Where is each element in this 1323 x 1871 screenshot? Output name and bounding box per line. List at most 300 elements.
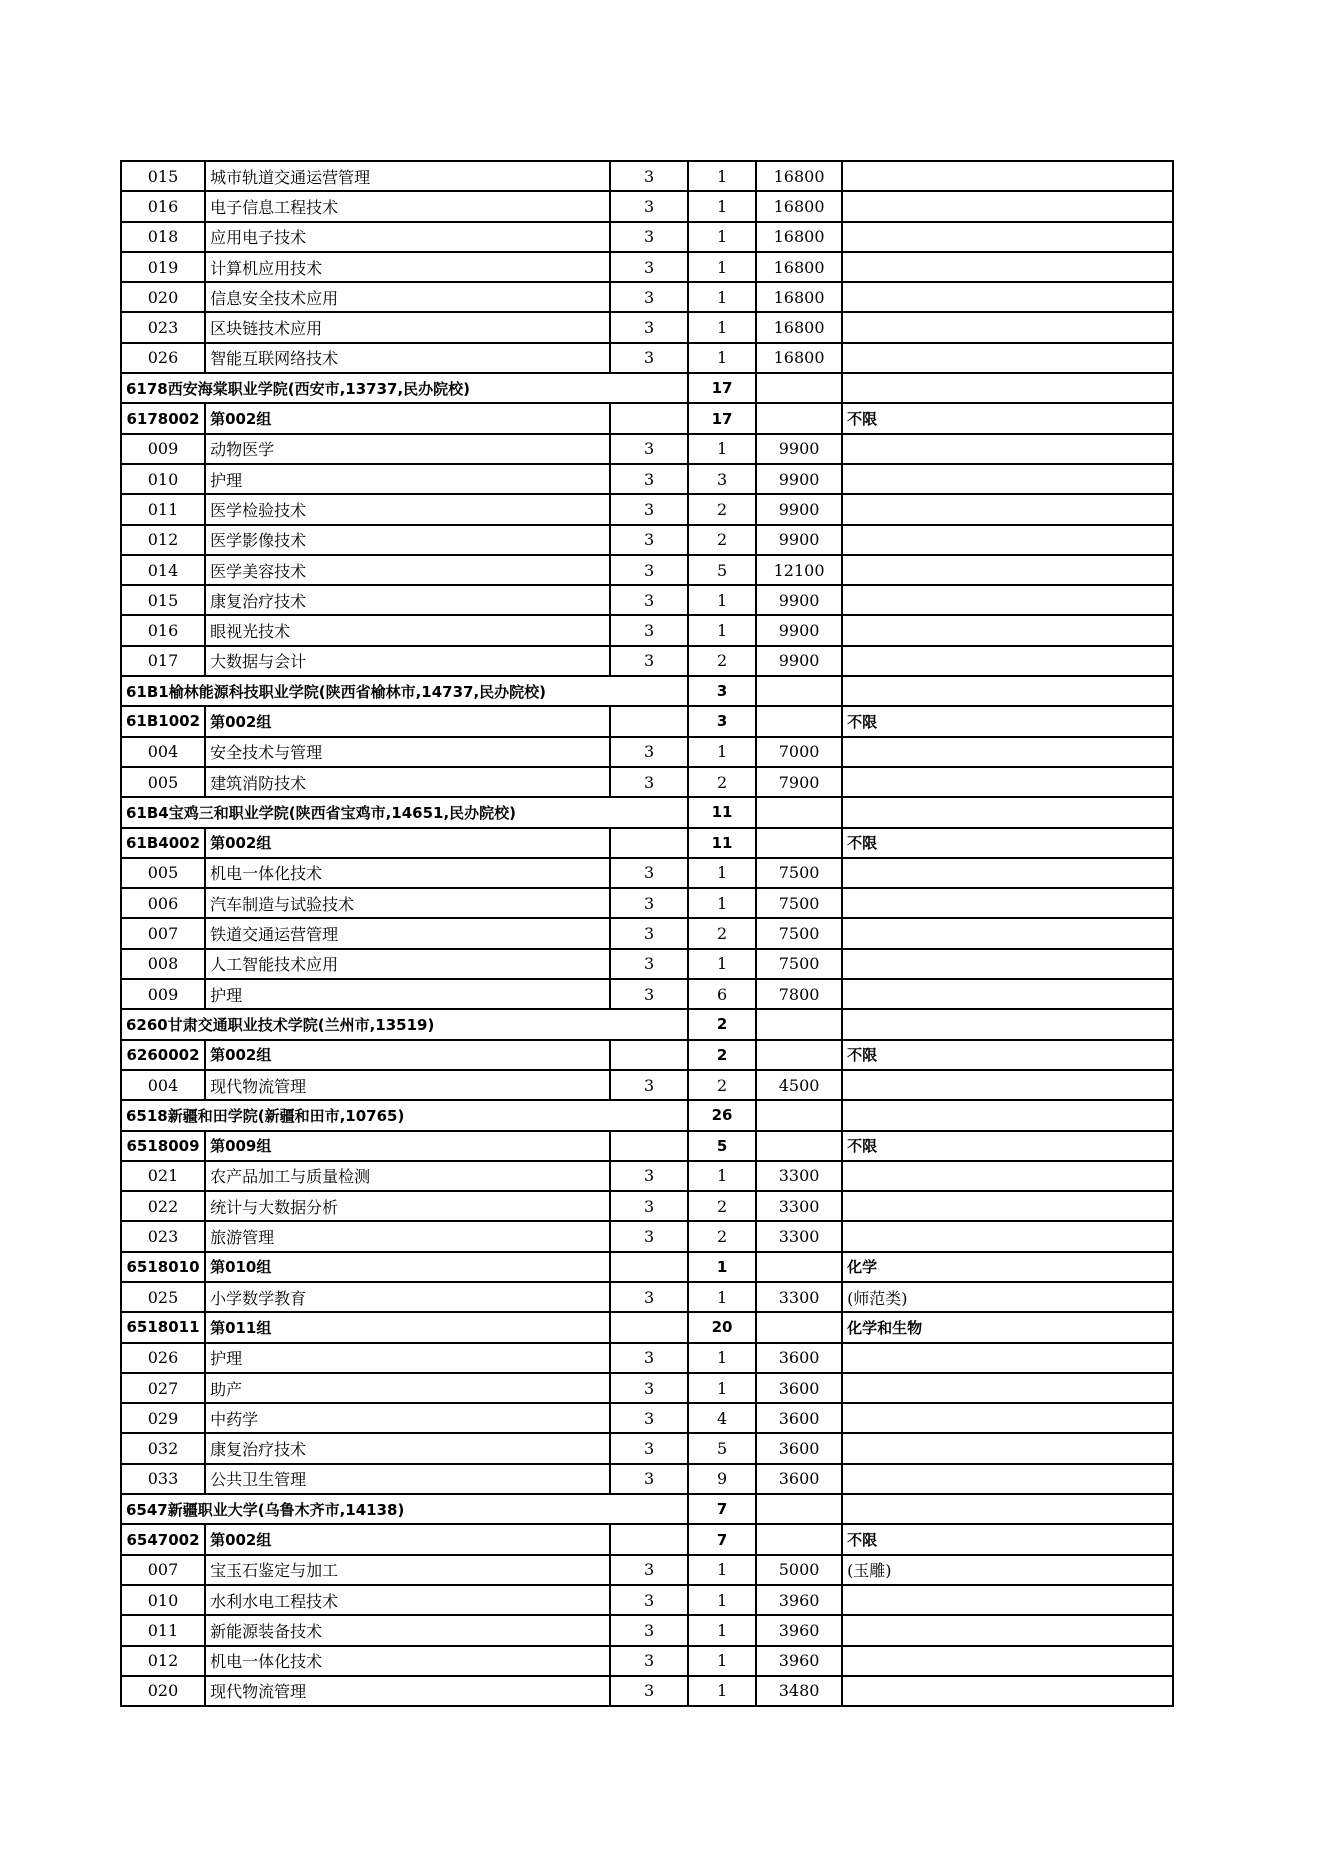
major-tuition: 9900 (756, 434, 842, 464)
major-note (842, 1191, 1173, 1221)
table-row (121, 1676, 1173, 1706)
major-plan-count: 1 (688, 312, 756, 342)
major-name: 机电一体化技术 (205, 858, 610, 888)
major-tuition: 9900 (756, 646, 842, 676)
major-note (842, 585, 1173, 615)
major-code: 015 (121, 585, 205, 615)
major-years: 3 (610, 615, 688, 645)
major-years: 3 (610, 767, 688, 797)
group-plan-count: 3 (688, 706, 756, 736)
table-body (121, 161, 1173, 1706)
table-row (121, 1585, 1173, 1615)
major-years: 3 (610, 1070, 688, 1100)
major-plan-count: 2 (688, 1191, 756, 1221)
table-row (121, 1615, 1173, 1645)
major-plan-count: 1 (688, 615, 756, 645)
major-years: 3 (610, 1373, 688, 1403)
school-note-empty (842, 676, 1173, 706)
major-plan-count: 3 (688, 464, 756, 494)
major-plan-count: 6 (688, 979, 756, 1009)
major-code: 005 (121, 767, 205, 797)
major-code: 032 (121, 1433, 205, 1463)
group-code: 6518011 (121, 1312, 205, 1342)
major-name: 人工智能技术应用 (205, 949, 610, 979)
group-plan-count: 2 (688, 1040, 756, 1070)
major-tuition: 9900 (756, 525, 842, 555)
school-name: 61B1榆林能源科技职业学院(陕西省榆林市,14737,民办院校) (121, 676, 688, 706)
group-fee-empty (756, 828, 842, 858)
major-years: 3 (610, 252, 688, 282)
group-years-empty (610, 1252, 688, 1282)
group-plan-count: 11 (688, 828, 756, 858)
school-plan-count: 2 (688, 1009, 756, 1039)
major-code: 012 (121, 1646, 205, 1676)
major-code: 014 (121, 555, 205, 585)
group-fee-empty (756, 1131, 842, 1161)
major-years: 3 (610, 1555, 688, 1585)
major-name: 水利水电工程技术 (205, 1585, 610, 1615)
major-note (842, 737, 1173, 767)
major-plan-count: 1 (688, 858, 756, 888)
group-years-empty (610, 1040, 688, 1070)
major-tuition: 3600 (756, 1403, 842, 1433)
major-plan-count: 5 (688, 555, 756, 585)
school-plan-count: 17 (688, 373, 756, 403)
major-plan-count: 1 (688, 888, 756, 918)
major-plan-count: 2 (688, 767, 756, 797)
group-row (121, 1131, 1173, 1161)
major-plan-count: 9 (688, 1464, 756, 1494)
major-note (842, 161, 1173, 191)
group-code: 61B1002 (121, 706, 205, 736)
major-plan-count: 2 (688, 525, 756, 555)
major-plan-count: 1 (688, 434, 756, 464)
major-years: 3 (610, 888, 688, 918)
major-name: 医学美容技术 (205, 555, 610, 585)
school-plan-count: 26 (688, 1100, 756, 1130)
school-row (121, 1009, 1173, 1039)
table-row (121, 1282, 1173, 1312)
major-code: 006 (121, 888, 205, 918)
major-tuition: 9900 (756, 615, 842, 645)
table-row (121, 949, 1173, 979)
table-row (121, 525, 1173, 555)
major-note (842, 312, 1173, 342)
major-code: 026 (121, 343, 205, 373)
school-name: 6518新疆和田学院(新疆和田市,10765) (121, 1100, 688, 1130)
major-note (842, 252, 1173, 282)
major-code: 021 (121, 1161, 205, 1191)
group-name: 第002组 (205, 706, 610, 736)
major-name: 助产 (205, 1373, 610, 1403)
major-code: 007 (121, 1555, 205, 1585)
major-name: 护理 (205, 464, 610, 494)
major-tuition: 3480 (756, 1676, 842, 1706)
major-code: 020 (121, 1676, 205, 1706)
major-note (842, 1373, 1173, 1403)
major-name: 医学检验技术 (205, 494, 610, 524)
major-note: (玉雕) (842, 1555, 1173, 1585)
major-plan-count: 1 (688, 737, 756, 767)
major-note (842, 1070, 1173, 1100)
table-row (121, 979, 1173, 1009)
major-tuition: 16800 (756, 191, 842, 221)
school-fee-empty (756, 797, 842, 827)
school-row (121, 1100, 1173, 1130)
major-plan-count: 1 (688, 191, 756, 221)
group-plan-count: 17 (688, 403, 756, 433)
school-fee-empty (756, 676, 842, 706)
major-name: 农产品加工与质量检测 (205, 1161, 610, 1191)
group-code: 6547002 (121, 1524, 205, 1554)
major-code: 010 (121, 1585, 205, 1615)
major-code: 026 (121, 1343, 205, 1373)
admission-plan-table (120, 160, 1174, 1707)
table-row (121, 1343, 1173, 1373)
major-note (842, 343, 1173, 373)
group-years-empty (610, 403, 688, 433)
major-name: 康复治疗技术 (205, 1433, 610, 1463)
major-years: 3 (610, 161, 688, 191)
major-note (842, 918, 1173, 948)
major-plan-count: 1 (688, 1676, 756, 1706)
major-name: 区块链技术应用 (205, 312, 610, 342)
major-code: 016 (121, 615, 205, 645)
major-tuition: 7500 (756, 949, 842, 979)
major-tuition: 7000 (756, 737, 842, 767)
school-fee-empty (756, 1494, 842, 1524)
table-row (121, 1161, 1173, 1191)
table-row (121, 888, 1173, 918)
major-code: 019 (121, 252, 205, 282)
major-name: 安全技术与管理 (205, 737, 610, 767)
group-subject-requirement: 不限 (842, 1040, 1173, 1070)
school-plan-count: 3 (688, 676, 756, 706)
major-years: 3 (610, 1282, 688, 1312)
major-plan-count: 2 (688, 1221, 756, 1251)
major-name: 机电一体化技术 (205, 1646, 610, 1676)
major-plan-count: 1 (688, 1646, 756, 1676)
major-name: 公共卫生管理 (205, 1464, 610, 1494)
major-years: 3 (610, 1676, 688, 1706)
major-note (842, 494, 1173, 524)
major-code: 007 (121, 918, 205, 948)
table-row (121, 737, 1173, 767)
major-plan-count: 1 (688, 222, 756, 252)
major-years: 3 (610, 1221, 688, 1251)
major-code: 010 (121, 464, 205, 494)
major-note (842, 555, 1173, 585)
major-note (842, 888, 1173, 918)
major-name: 康复治疗技术 (205, 585, 610, 615)
group-row (121, 1312, 1173, 1342)
table-row (121, 1191, 1173, 1221)
group-fee-empty (756, 1040, 842, 1070)
major-code: 027 (121, 1373, 205, 1403)
major-plan-count: 1 (688, 161, 756, 191)
major-tuition: 3600 (756, 1373, 842, 1403)
major-plan-count: 1 (688, 1373, 756, 1403)
major-note (842, 1585, 1173, 1615)
major-years: 3 (610, 434, 688, 464)
table-row (121, 918, 1173, 948)
school-fee-empty (756, 1009, 842, 1039)
major-note (842, 1433, 1173, 1463)
table-row (121, 615, 1173, 645)
group-fee-empty (756, 1524, 842, 1554)
major-name: 现代物流管理 (205, 1070, 610, 1100)
major-name: 建筑消防技术 (205, 767, 610, 797)
major-years: 3 (610, 1161, 688, 1191)
major-name: 中药学 (205, 1403, 610, 1433)
major-plan-count: 1 (688, 585, 756, 615)
major-name: 新能源装备技术 (205, 1615, 610, 1645)
major-tuition: 16800 (756, 312, 842, 342)
school-row (121, 373, 1173, 403)
major-tuition: 9900 (756, 494, 842, 524)
major-years: 3 (610, 1191, 688, 1221)
major-name: 宝玉石鉴定与加工 (205, 1555, 610, 1585)
group-code: 6518010 (121, 1252, 205, 1282)
major-name: 电子信息工程技术 (205, 191, 610, 221)
table-row (121, 858, 1173, 888)
major-name: 小学数学教育 (205, 1282, 610, 1312)
major-tuition: 16800 (756, 161, 842, 191)
table-row (121, 1555, 1173, 1585)
major-code: 004 (121, 1070, 205, 1100)
major-note (842, 191, 1173, 221)
school-row (121, 797, 1173, 827)
major-tuition: 16800 (756, 222, 842, 252)
table-row (121, 1373, 1173, 1403)
group-subject-requirement: 不限 (842, 403, 1173, 433)
major-tuition: 12100 (756, 555, 842, 585)
group-name: 第002组 (205, 1040, 610, 1070)
table-row (121, 1646, 1173, 1676)
major-plan-count: 1 (688, 949, 756, 979)
major-tuition: 16800 (756, 343, 842, 373)
major-note (842, 858, 1173, 888)
major-code: 017 (121, 646, 205, 676)
group-row (121, 403, 1173, 433)
major-years: 3 (610, 646, 688, 676)
major-name: 应用电子技术 (205, 222, 610, 252)
major-note (842, 1343, 1173, 1373)
major-years: 3 (610, 1615, 688, 1645)
group-row (121, 828, 1173, 858)
major-note (842, 1221, 1173, 1251)
table-row (121, 434, 1173, 464)
major-years: 3 (610, 282, 688, 312)
group-plan-count: 7 (688, 1524, 756, 1554)
group-name: 第002组 (205, 1524, 610, 1554)
major-years: 3 (610, 1646, 688, 1676)
table-row (121, 1221, 1173, 1251)
major-tuition: 7800 (756, 979, 842, 1009)
major-code: 008 (121, 949, 205, 979)
group-code: 6518009 (121, 1131, 205, 1161)
table-row (121, 494, 1173, 524)
major-years: 3 (610, 1433, 688, 1463)
major-note (842, 767, 1173, 797)
major-tuition: 3960 (756, 1615, 842, 1645)
major-plan-count: 4 (688, 1403, 756, 1433)
group-row (121, 1252, 1173, 1282)
major-note (842, 434, 1173, 464)
school-row (121, 676, 1173, 706)
major-plan-count: 2 (688, 1070, 756, 1100)
major-tuition: 5000 (756, 1555, 842, 1585)
major-note (842, 949, 1173, 979)
major-plan-count: 1 (688, 343, 756, 373)
major-tuition: 3300 (756, 1221, 842, 1251)
table-row (121, 312, 1173, 342)
major-plan-count: 5 (688, 1433, 756, 1463)
group-code: 6260002 (121, 1040, 205, 1070)
major-name: 动物医学 (205, 434, 610, 464)
group-years-empty (610, 706, 688, 736)
major-name: 信息安全技术应用 (205, 282, 610, 312)
major-note (842, 1615, 1173, 1645)
major-tuition: 16800 (756, 282, 842, 312)
major-plan-count: 1 (688, 252, 756, 282)
major-years: 3 (610, 858, 688, 888)
group-code: 61B4002 (121, 828, 205, 858)
group-subject-requirement: 化学 (842, 1252, 1173, 1282)
major-name: 眼视光技术 (205, 615, 610, 645)
group-plan-count: 1 (688, 1252, 756, 1282)
group-subject-requirement: 不限 (842, 1131, 1173, 1161)
major-plan-count: 1 (688, 1555, 756, 1585)
major-plan-count: 1 (688, 1343, 756, 1373)
major-years: 3 (610, 918, 688, 948)
major-name: 大数据与会计 (205, 646, 610, 676)
major-code: 023 (121, 1221, 205, 1251)
group-subject-requirement: 不限 (842, 1524, 1173, 1554)
group-row (121, 1040, 1173, 1070)
group-plan-count: 5 (688, 1131, 756, 1161)
table-row (121, 222, 1173, 252)
major-note (842, 1161, 1173, 1191)
major-tuition: 3300 (756, 1161, 842, 1191)
major-code: 015 (121, 161, 205, 191)
table-row (121, 555, 1173, 585)
major-name: 计算机应用技术 (205, 252, 610, 282)
group-subject-requirement: 不限 (842, 828, 1173, 858)
major-note (842, 222, 1173, 252)
school-note-empty (842, 1494, 1173, 1524)
major-name: 现代物流管理 (205, 1676, 610, 1706)
major-years: 3 (610, 949, 688, 979)
major-years: 3 (610, 222, 688, 252)
group-years-empty (610, 1524, 688, 1554)
major-years: 3 (610, 1343, 688, 1373)
group-row (121, 706, 1173, 736)
major-years: 3 (610, 555, 688, 585)
major-name: 护理 (205, 1343, 610, 1373)
major-code: 009 (121, 434, 205, 464)
major-name: 医学影像技术 (205, 525, 610, 555)
table-row (121, 1433, 1173, 1463)
major-tuition: 3300 (756, 1191, 842, 1221)
major-note (842, 1464, 1173, 1494)
school-name: 6547新疆职业大学(乌鲁木齐市,14138) (121, 1494, 688, 1524)
major-plan-count: 1 (688, 1161, 756, 1191)
major-tuition: 7900 (756, 767, 842, 797)
major-plan-count: 2 (688, 494, 756, 524)
school-row (121, 1494, 1173, 1524)
major-code: 016 (121, 191, 205, 221)
group-name: 第011组 (205, 1312, 610, 1342)
major-tuition: 3960 (756, 1585, 842, 1615)
major-years: 3 (610, 494, 688, 524)
major-years: 3 (610, 525, 688, 555)
major-code: 033 (121, 1464, 205, 1494)
major-years: 3 (610, 979, 688, 1009)
school-plan-count: 7 (688, 1494, 756, 1524)
major-years: 3 (610, 343, 688, 373)
major-plan-count: 1 (688, 1585, 756, 1615)
major-tuition: 3960 (756, 1646, 842, 1676)
major-code: 029 (121, 1403, 205, 1433)
major-plan-count: 1 (688, 1282, 756, 1312)
group-name: 第009组 (205, 1131, 610, 1161)
major-tuition: 4500 (756, 1070, 842, 1100)
group-years-empty (610, 1312, 688, 1342)
major-years: 3 (610, 464, 688, 494)
major-tuition: 3300 (756, 1282, 842, 1312)
major-years: 3 (610, 1403, 688, 1433)
major-note (842, 1403, 1173, 1433)
major-code: 025 (121, 1282, 205, 1312)
major-tuition: 7500 (756, 918, 842, 948)
major-code: 012 (121, 525, 205, 555)
major-name: 城市轨道交通运营管理 (205, 161, 610, 191)
school-fee-empty (756, 373, 842, 403)
school-note-empty (842, 1009, 1173, 1039)
major-note (842, 282, 1173, 312)
major-tuition: 7500 (756, 858, 842, 888)
school-plan-count: 11 (688, 797, 756, 827)
major-note (842, 1676, 1173, 1706)
major-years: 3 (610, 312, 688, 342)
major-tuition: 9900 (756, 585, 842, 615)
major-code: 004 (121, 737, 205, 767)
major-years: 3 (610, 737, 688, 767)
major-years: 3 (610, 1464, 688, 1494)
major-name: 护理 (205, 979, 610, 1009)
major-name: 汽车制造与试验技术 (205, 888, 610, 918)
major-code: 011 (121, 1615, 205, 1645)
table-row (121, 343, 1173, 373)
table-row (121, 1403, 1173, 1433)
major-note (842, 979, 1173, 1009)
major-tuition: 3600 (756, 1464, 842, 1494)
group-name: 第002组 (205, 403, 610, 433)
major-code: 020 (121, 282, 205, 312)
major-code: 023 (121, 312, 205, 342)
major-code: 018 (121, 222, 205, 252)
group-name: 第002组 (205, 828, 610, 858)
major-years: 3 (610, 191, 688, 221)
group-name: 第010组 (205, 1252, 610, 1282)
major-tuition: 9900 (756, 464, 842, 494)
school-name: 61B4宝鸡三和职业学院(陕西省宝鸡市,14651,民办院校) (121, 797, 688, 827)
table-row (121, 252, 1173, 282)
major-code: 009 (121, 979, 205, 1009)
major-tuition: 3600 (756, 1343, 842, 1373)
table-row (121, 585, 1173, 615)
